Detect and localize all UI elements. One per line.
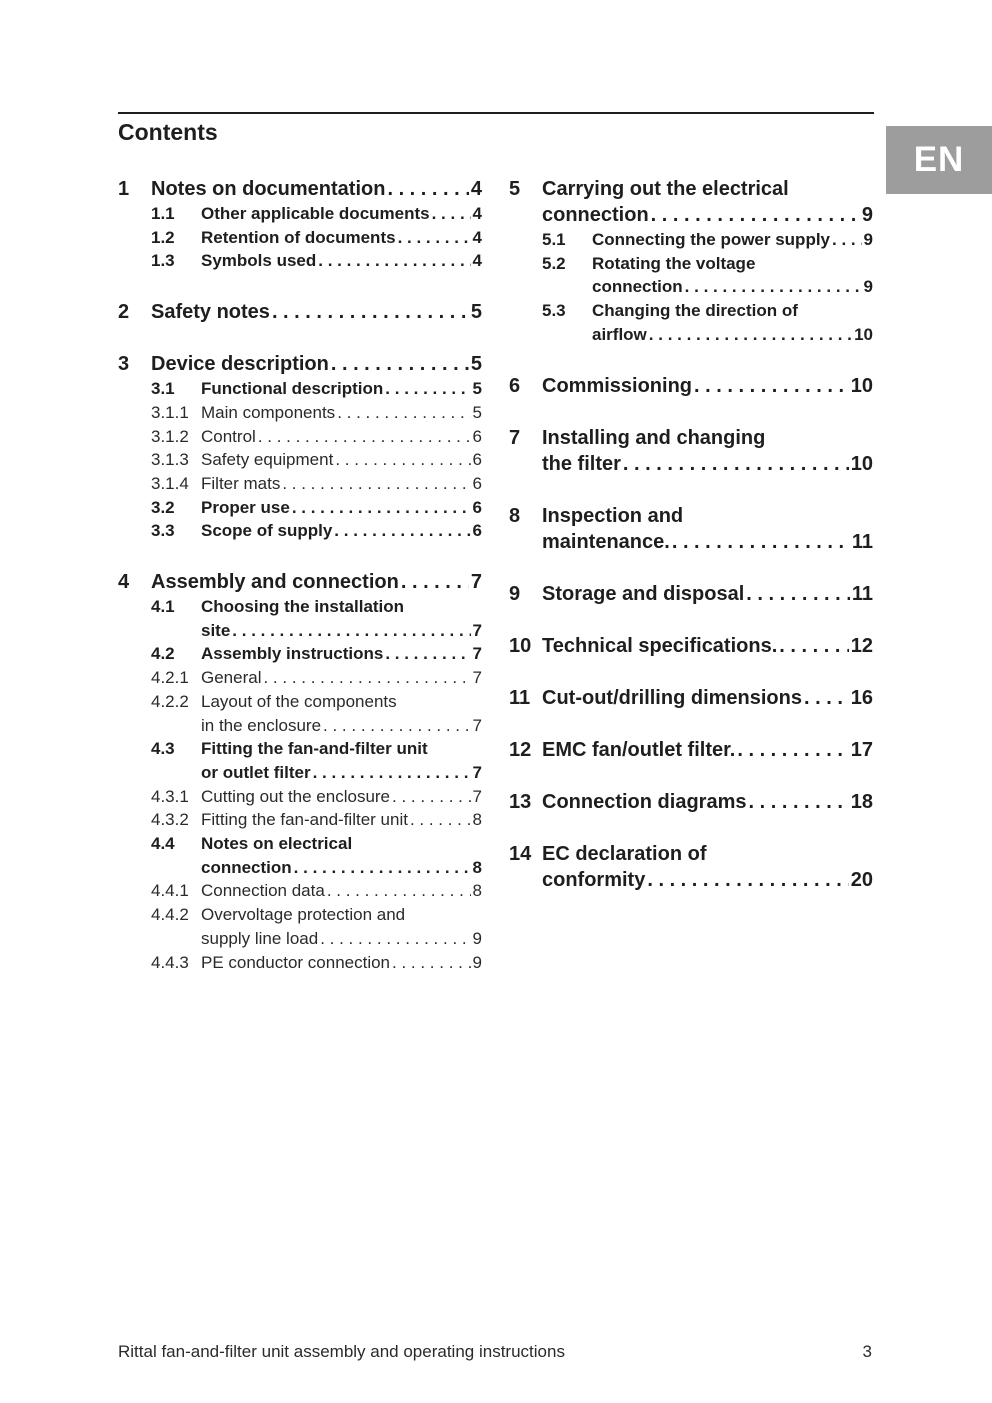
toc-entry[interactable]	[509, 299, 873, 346]
toc-entry-title: supply line load	[201, 928, 319, 948]
toc-entry-number: 5.3	[542, 301, 566, 321]
toc-entry[interactable]	[118, 299, 482, 325]
toc-entry-page: 4	[472, 227, 482, 247]
toc-entry-number: 4	[118, 571, 130, 594]
toc-entry-line	[151, 737, 482, 761]
dot-leader	[779, 633, 848, 659]
language-tab: EN	[886, 126, 992, 194]
toc-entry-number: 4.2	[151, 644, 175, 664]
dot-leader	[272, 299, 469, 325]
toc-entry-page: 5	[470, 301, 482, 324]
toc-entry-number: 1.3	[151, 251, 175, 271]
toc-entry-number: 1.1	[151, 204, 175, 223]
toc-entry[interactable]	[509, 252, 873, 299]
dot-leader	[398, 226, 471, 250]
page-title: Contents	[118, 119, 218, 145]
dot-leader	[401, 569, 469, 595]
dot-leader	[313, 761, 471, 785]
dot-leader	[320, 927, 470, 951]
toc-entry-page: 7	[472, 644, 482, 664]
toc-entry-title: Safety notes	[151, 301, 270, 324]
toc-entry-title: Cutting out the enclosure	[201, 786, 391, 806]
dot-leader	[651, 202, 860, 228]
toc-entry-number: 3.1.1	[151, 402, 189, 422]
toc-entry-title: Rotating the voltage	[592, 253, 756, 273]
toc-entry-title: connection	[592, 277, 683, 297]
toc-entry-number: 3.2	[151, 497, 175, 517]
toc-entry-page: 8	[472, 857, 482, 877]
toc-entry[interactable]	[509, 425, 873, 477]
toc-entry-line	[509, 503, 873, 529]
toc-entry[interactable]	[118, 519, 482, 543]
toc-entry-line	[151, 927, 482, 951]
toc-entry-title: Main components	[201, 402, 336, 422]
toc-entry-title: connection	[201, 857, 292, 877]
dot-leader	[323, 714, 471, 738]
toc-entry-line	[151, 856, 482, 880]
dot-leader	[649, 323, 852, 347]
toc-entry-title: Commissioning	[542, 374, 693, 397]
toc-entry-page: 5	[472, 402, 482, 422]
footer-text: Rittal fan-and-filter unit assembly and operating instructions	[118, 1342, 565, 1361]
toc-entry-number: 3.1	[151, 379, 175, 399]
toc-entry-number: 5.1	[542, 230, 566, 249]
toc-entry-line	[151, 951, 482, 975]
dot-leader	[647, 867, 848, 893]
footer-page-number: 3	[862, 1342, 872, 1361]
dot-leader	[335, 448, 470, 472]
dot-leader	[623, 451, 849, 477]
toc-entry-line	[151, 785, 482, 809]
toc-entry-page: 10	[850, 374, 873, 397]
toc-entry-number: 4.1	[151, 597, 175, 617]
toc-entry-title: EC declaration of	[542, 842, 707, 865]
dot-leader	[331, 351, 469, 377]
toc-entry-page: 9	[472, 952, 482, 972]
dot-leader	[432, 202, 471, 226]
toc-entry-page: 9	[472, 928, 482, 948]
toc-entry[interactable]	[118, 176, 482, 202]
toc-entry-number: 4.4	[151, 834, 175, 854]
toc-entry-number: 4.3.2	[151, 810, 189, 830]
dot-leader	[672, 529, 850, 555]
toc-entry-line	[151, 226, 482, 250]
toc-entry-title: connection	[542, 204, 649, 226]
toc-entry-line	[151, 619, 482, 643]
dot-leader	[410, 808, 471, 832]
toc-entry[interactable]	[118, 879, 482, 903]
toc-entry[interactable]	[118, 448, 482, 472]
toc-entry-number: 3.3	[151, 521, 175, 541]
toc-entry-title: Fitting the fan-and-filter unit	[201, 810, 408, 830]
toc-entry-number: 4.4.2	[151, 905, 189, 925]
dot-leader	[327, 879, 471, 903]
toc-entry-line	[151, 690, 482, 714]
toc-entry-title: Symbols used	[201, 251, 317, 271]
toc-entry[interactable]	[509, 633, 873, 659]
toc-entry-line	[151, 832, 482, 856]
toc-entry-title: Inspection and	[542, 504, 684, 527]
toc-entry[interactable]	[118, 737, 482, 784]
toc-entry-page: 10	[854, 324, 873, 344]
toc-entry-line	[542, 275, 873, 299]
toc-entry-title: Connecting the power supply	[592, 230, 831, 249]
toc-entry[interactable]	[118, 642, 482, 666]
toc-entry-page: 9	[863, 277, 873, 297]
toc-entry[interactable]	[118, 832, 482, 879]
toc-entry-number: 3.1.3	[151, 450, 189, 470]
toc-entry[interactable]	[118, 569, 482, 595]
toc-entry-line	[509, 789, 873, 815]
toc-entry-number: 4.3.1	[151, 786, 189, 806]
toc-entry[interactable]	[509, 685, 873, 711]
toc-entry-title: Changing the direction of	[592, 301, 798, 321]
dot-leader	[392, 785, 471, 809]
toc-entry-number: 1	[118, 178, 130, 200]
toc-entry-page: 11	[851, 582, 873, 605]
toc-entry[interactable]	[509, 373, 873, 399]
toc-entry-number: 4.2.2	[151, 691, 189, 711]
toc-entry[interactable]	[509, 176, 873, 228]
toc-entry-line	[509, 841, 873, 867]
toc-entry-line	[509, 373, 873, 399]
toc-entry-number: 3	[118, 353, 130, 376]
toc-entry-title: conformity	[542, 868, 646, 891]
toc-entry[interactable]	[118, 951, 482, 975]
toc-entry-number: 4.4.3	[151, 952, 189, 972]
toc-entry[interactable]	[509, 789, 873, 815]
toc-entry[interactable]	[509, 581, 873, 607]
toc-entry-title: Safety equipment	[201, 450, 334, 470]
toc-entry-title: Connection diagrams	[542, 790, 747, 813]
toc-entry-line	[151, 425, 482, 449]
toc-entry-title: Scope of supply	[201, 521, 333, 541]
toc-entry-title: the filter	[542, 452, 621, 475]
toc-entry[interactable]	[509, 503, 873, 555]
toc-entry[interactable]	[118, 903, 482, 950]
toc-entry-line	[509, 737, 873, 763]
toc-entry-title: Retention of documents	[201, 227, 396, 247]
toc-entry-line	[151, 249, 482, 273]
dot-leader	[804, 685, 849, 711]
toc-entry-title: Fitting the fan-and-filter unit	[201, 739, 428, 759]
toc-entry[interactable]	[509, 228, 873, 252]
dot-leader	[694, 373, 849, 399]
toc-entry-line	[118, 176, 482, 202]
toc-entry-title: Control	[201, 426, 256, 446]
toc-entry-title: maintenance.	[542, 530, 670, 553]
toc-entry-title: Layout of the components	[201, 691, 397, 711]
toc-entry-title: site	[201, 620, 231, 640]
toc-entry-number: 4.3	[151, 739, 175, 759]
toc-entry-title: Installing and changing	[542, 426, 766, 449]
toc-entry-title: Connection data	[201, 881, 325, 901]
toc-entry[interactable]	[118, 401, 482, 425]
top-rule	[118, 112, 874, 114]
toc-entry-number: 7	[509, 426, 521, 449]
toc-entry-page: 7	[472, 668, 482, 688]
toc-entry-title: Cut-out/drilling dimensions	[542, 686, 802, 709]
toc-entry-line	[509, 685, 873, 711]
toc-entry-page: 6	[472, 521, 482, 541]
toc-entry-line	[151, 202, 482, 226]
toc-entry-title: Overvoltage protection and	[201, 905, 406, 925]
toc-entry-number: 5.2	[542, 253, 566, 273]
toc-entry-title: Other applicable documents	[201, 204, 430, 223]
toc-entry-line	[542, 228, 873, 252]
toc-entry-title: Assembly and connection	[151, 571, 399, 594]
toc-entry-line	[509, 425, 873, 451]
toc-entry-title: General	[201, 668, 262, 688]
toc-entry-page: 16	[850, 686, 873, 709]
toc-entry[interactable]	[118, 472, 482, 496]
toc-entry-line	[151, 496, 482, 520]
dot-leader	[337, 401, 470, 425]
toc-entry-page: 5	[472, 379, 482, 399]
toc-entry-line	[151, 642, 482, 666]
toc-entry-line	[118, 569, 482, 595]
toc-entry-title: Filter mats	[201, 473, 281, 493]
toc-entry-page: 17	[850, 738, 873, 761]
toc-entry-line	[151, 761, 482, 785]
toc-entry-page: 20	[850, 868, 873, 891]
toc-entry-title: Device description	[151, 353, 329, 376]
toc-entry-line	[151, 377, 482, 401]
toc-entry-page: 9	[863, 230, 873, 249]
toc-entry-title: PE conductor connection	[201, 952, 391, 972]
toc-entry-title: or outlet filter	[201, 762, 311, 782]
toc-entry-line	[151, 879, 482, 903]
dot-leader	[385, 377, 470, 401]
dot-leader	[832, 228, 862, 252]
dot-leader	[685, 275, 862, 299]
toc-entry-page: 7	[470, 571, 482, 594]
toc-entry-page: 7	[472, 715, 482, 735]
toc-entry-title: Notes on documentation	[151, 178, 386, 200]
toc-entry-line	[509, 633, 873, 659]
toc-entry-line	[151, 666, 482, 690]
toc-entry-page: 7	[472, 786, 482, 806]
dot-leader	[263, 666, 470, 690]
toc-entry-page: 8	[472, 881, 482, 901]
toc-entry-line	[151, 714, 482, 738]
toc-entry-page: 6	[472, 497, 482, 517]
toc-entry-line	[151, 903, 482, 927]
toc-entry-line	[118, 351, 482, 377]
toc-entry-title: airflow	[592, 324, 647, 344]
toc-entry-page: 5	[470, 353, 482, 376]
toc-entry-page: 4	[470, 178, 482, 200]
toc-entry-number: 3.1.4	[151, 473, 189, 493]
toc-entry[interactable]	[118, 377, 482, 401]
toc-entry-number: 10	[509, 634, 532, 657]
toc-entry[interactable]	[118, 351, 482, 377]
dot-leader	[294, 856, 471, 880]
dot-leader	[232, 619, 470, 643]
toc-entry[interactable]	[509, 841, 873, 893]
toc-entry-line	[151, 519, 482, 543]
toc-entry[interactable]	[118, 690, 482, 737]
toc-entry-title: Functional description	[201, 379, 384, 399]
toc-entry-line	[509, 202, 873, 228]
toc-entry-page: 18	[850, 790, 873, 813]
toc-entry-line	[542, 323, 873, 347]
toc-entry-page: 10	[850, 452, 873, 475]
toc-entry-title: Technical specifications.	[542, 634, 778, 657]
toc-entry-title: EMC fan/outlet filter.	[542, 738, 736, 761]
toc-entry-title: Choosing the installation	[201, 597, 405, 617]
dot-leader	[392, 951, 471, 975]
toc-entry-number: 5	[509, 178, 521, 200]
toc-entry-page: 6	[472, 473, 482, 493]
toc-entry-page: 8	[472, 810, 482, 830]
toc-entry-number: 3.1.2	[151, 426, 189, 446]
toc-entry[interactable]	[118, 425, 482, 449]
toc-entry-line	[509, 176, 873, 202]
toc-entry-page: 7	[472, 620, 482, 640]
dot-leader	[282, 472, 470, 496]
dot-leader	[334, 519, 470, 543]
dot-leader	[746, 581, 850, 607]
toc-entry-number: 12	[509, 738, 532, 761]
toc-entry-number: 4.2.1	[151, 668, 189, 688]
toc-entry-page: 9	[861, 204, 873, 226]
toc-entry-title: Assembly instructions	[201, 644, 384, 664]
toc-entry[interactable]	[118, 666, 482, 690]
toc-entry-title: Proper use	[201, 497, 290, 517]
dot-leader	[385, 642, 470, 666]
toc-entry-line	[151, 808, 482, 832]
dot-leader	[737, 737, 848, 763]
toc-entry-line	[151, 401, 482, 425]
toc-entry-number: 4.4.1	[151, 881, 189, 901]
toc-entry-line	[542, 252, 873, 276]
toc-entry-number: 1.2	[151, 227, 175, 247]
toc-entry[interactable]	[118, 808, 482, 832]
dot-leader	[292, 496, 471, 520]
dot-leader	[387, 176, 468, 202]
toc-entry-title: Notes on electrical	[201, 834, 353, 854]
toc-entry-number: 6	[509, 374, 521, 397]
toc-entry-number: 14	[509, 842, 532, 865]
toc-entry-number: 9	[509, 582, 521, 605]
toc-entry-number: 11	[509, 686, 531, 709]
toc-entry-page: 4	[472, 251, 482, 271]
toc-entry-line	[509, 581, 873, 607]
toc-entry-page: 11	[851, 530, 873, 553]
toc-entry-title: Carrying out the electrical	[542, 178, 789, 200]
toc-entry-line	[118, 299, 482, 325]
toc-entry-title: Storage and disposal	[542, 582, 745, 605]
toc-right-column	[509, 176, 873, 893]
toc-entry-number: 2	[118, 301, 130, 324]
toc-entry-line	[509, 451, 873, 477]
toc-left-column	[118, 176, 482, 974]
toc-entry-line	[509, 867, 873, 893]
toc-entry-page: 4	[472, 204, 482, 223]
toc-entry[interactable]	[118, 202, 482, 226]
toc-entry[interactable]	[118, 595, 482, 642]
toc-entry-title: in the enclosure	[201, 715, 322, 735]
toc-entry[interactable]	[509, 737, 873, 763]
toc-entry-line	[542, 299, 873, 323]
toc-entry-page: 6	[472, 426, 482, 446]
dot-leader	[318, 249, 470, 273]
toc-entry-number: 13	[509, 790, 532, 813]
toc-entry[interactable]	[118, 785, 482, 809]
toc-entry[interactable]	[118, 249, 482, 273]
toc-entry-line	[151, 595, 482, 619]
toc-entry-page: 6	[472, 450, 482, 470]
toc-entry-line	[151, 472, 482, 496]
toc-entry-line	[151, 448, 482, 472]
toc-entry[interactable]	[118, 496, 482, 520]
dot-leader	[258, 425, 471, 449]
toc-entry[interactable]	[118, 226, 482, 250]
dot-leader	[748, 789, 848, 815]
toc-entry-page: 12	[850, 634, 873, 657]
toc-entry-page: 7	[472, 762, 482, 782]
toc-entry-number: 8	[509, 504, 521, 527]
toc-entry-line	[509, 529, 873, 555]
